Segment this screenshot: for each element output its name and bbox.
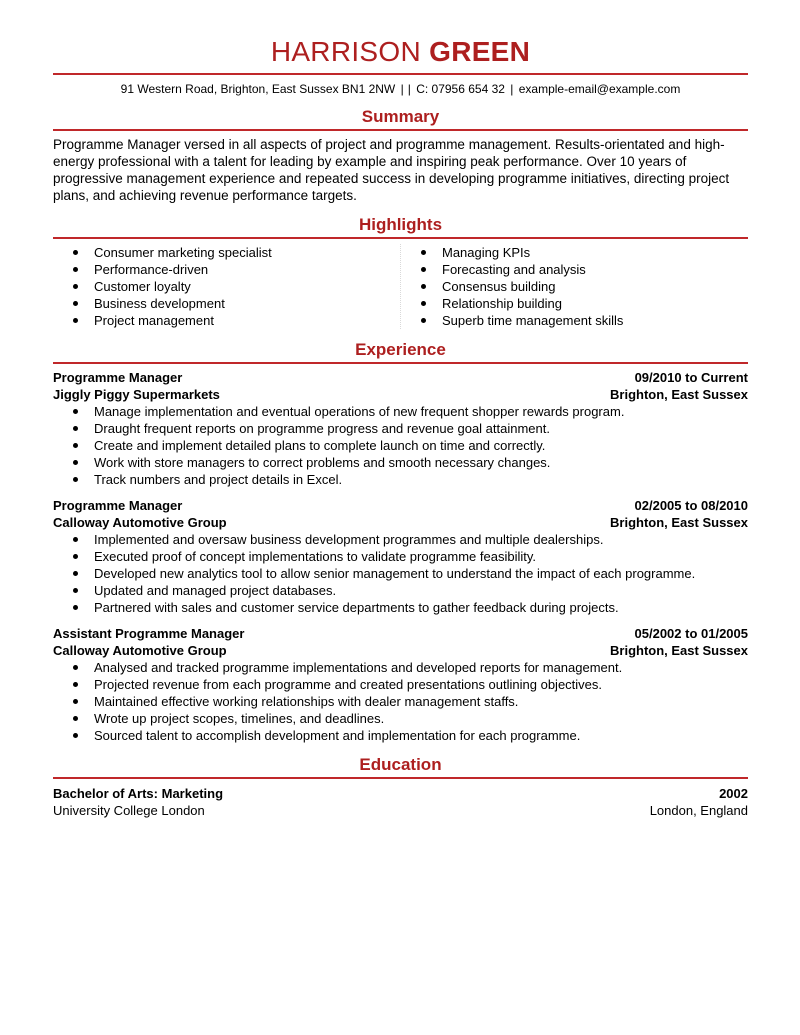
- job-bullet: Work with store managers to correct problems and smooth necessary changes.: [53, 454, 748, 471]
- school-location: London, England: [649, 803, 748, 818]
- job-bullet: Partnered with sales and customer service departments to gather feedback during projects.: [53, 599, 748, 616]
- job-bullet: Draught frequent reports on programme progress and revenue goal attainment.: [53, 420, 748, 437]
- highlight-item: Consumer marketing specialist: [53, 244, 400, 261]
- job-bullet: Maintained effective working relationships with dealer management staffs.: [53, 693, 748, 710]
- degree-row: [53, 785, 748, 802]
- resume-page: [53, 0, 748, 819]
- job-location: Brighton, East Sussex: [610, 387, 748, 402]
- job-bullet: Manage implementation and eventual operations of new frequent shopper rewards program.: [53, 403, 748, 420]
- job-entry: [53, 497, 748, 616]
- highlight-item: Performance-driven: [53, 261, 400, 278]
- school-name: University College London: [53, 803, 205, 818]
- education-heading: Education: [359, 755, 442, 774]
- summary-divider: [53, 129, 748, 131]
- job-title-row: [53, 369, 748, 386]
- job-bullet: Sourced talent to accomplish development and implementation for each programme.: [53, 727, 748, 744]
- job-company-row: [53, 514, 748, 531]
- job-title-row: [53, 497, 748, 514]
- job-company: Jiggly Piggy Supermarkets: [53, 387, 220, 402]
- highlight-item: Project management: [53, 312, 400, 329]
- job-dates: 02/2005 to 08/2010: [634, 498, 748, 513]
- highlights-left-column: [53, 244, 400, 329]
- experience-divider: [53, 362, 748, 364]
- highlight-item: Business development: [53, 295, 400, 312]
- separator: |: [510, 82, 514, 96]
- education-divider: [53, 777, 748, 779]
- email: example-email@example.com: [518, 82, 681, 96]
- separator: |: [407, 82, 411, 96]
- highlights-divider: [53, 237, 748, 239]
- degree-line: [53, 785, 223, 802]
- job-bullet: Wrote up project scopes, timelines, and deadlines.: [53, 710, 748, 727]
- address: 91 Western Road, Brighton, East Sussex BN1 2NW: [120, 82, 396, 96]
- job-title-row: [53, 625, 748, 642]
- job-role: Assistant Programme Manager: [53, 626, 245, 641]
- highlight-item: Relationship building: [401, 295, 748, 312]
- degree-colon: :: [153, 786, 158, 801]
- job-bullet: Create and implement detailed plans to complete launch on time and correctly.: [53, 437, 748, 454]
- header-divider: [53, 73, 748, 75]
- highlight-item: Superb time management skills: [401, 312, 748, 329]
- job-bullet: Executed proof of concept implementations to validate programme feasibility.: [53, 548, 748, 565]
- job-bullet: Track numbers and project details in Excel.: [53, 471, 748, 488]
- job-company-row: [53, 642, 748, 659]
- education-entry: [53, 785, 748, 819]
- job-location: Brighton, East Sussex: [610, 643, 748, 658]
- candidate-name: [53, 36, 748, 68]
- job-bullet: Implemented and oversaw business development programmes and multiple dealerships.: [53, 531, 748, 548]
- job-entry: [53, 369, 748, 488]
- field-of-study: Marketing: [161, 786, 224, 801]
- job-dates: 05/2002 to 01/2005: [634, 626, 748, 641]
- highlight-item: Customer loyalty: [53, 278, 400, 295]
- job-bullets: [53, 659, 748, 744]
- highlights-right-column: [400, 244, 748, 329]
- summary-heading: Summary: [361, 107, 440, 126]
- job-bullets: [53, 403, 748, 488]
- phone: C: 07956 654 32: [416, 82, 505, 96]
- degree: Bachelor of Arts: [53, 786, 154, 801]
- job-entry: [53, 625, 748, 744]
- highlights-list: [53, 244, 748, 329]
- job-bullet: Updated and managed project databases.: [53, 582, 748, 599]
- job-dates: 09/2010 to Current: [634, 370, 748, 385]
- job-location: Brighton, East Sussex: [610, 515, 748, 530]
- contact-line: [53, 82, 748, 96]
- job-role: Programme Manager: [53, 370, 183, 385]
- job-bullet: Developed new analytics tool to allow senior management to understand the impact of each programme.: [53, 565, 748, 582]
- experience-heading: Experience: [355, 340, 446, 359]
- summary-text: Programme Manager versed in all aspects of project and programme management. Results-orientated and high-energy professional with a talent for leading by example and inspiring peak performance. Over 10 years of progressive management experience and repeated success in developing programme initiatives, directing project plans, and achieving revenue performance targets.: [53, 137, 730, 203]
- job-role: Programme Manager: [53, 498, 183, 513]
- separator: |: [400, 82, 404, 96]
- school-row: [53, 802, 748, 819]
- job-bullet: Projected revenue from each programme and created presentations outlining objectives.: [53, 676, 748, 693]
- highlight-item: Consensus building: [401, 278, 748, 295]
- first-name: HARRISON: [270, 36, 422, 67]
- job-bullet: Analysed and tracked programme implementations and developed reports for management.: [53, 659, 748, 676]
- job-company: Calloway Automotive Group: [53, 515, 227, 530]
- highlight-item: Managing KPIs: [401, 244, 748, 261]
- graduation-year: 2002: [719, 786, 748, 801]
- job-company-row: [53, 386, 748, 403]
- highlight-item: Forecasting and analysis: [401, 261, 748, 278]
- job-bullets: [53, 531, 748, 616]
- highlights-heading: Highlights: [358, 215, 443, 234]
- job-company: Calloway Automotive Group: [53, 643, 227, 658]
- last-name: GREEN: [429, 36, 531, 67]
